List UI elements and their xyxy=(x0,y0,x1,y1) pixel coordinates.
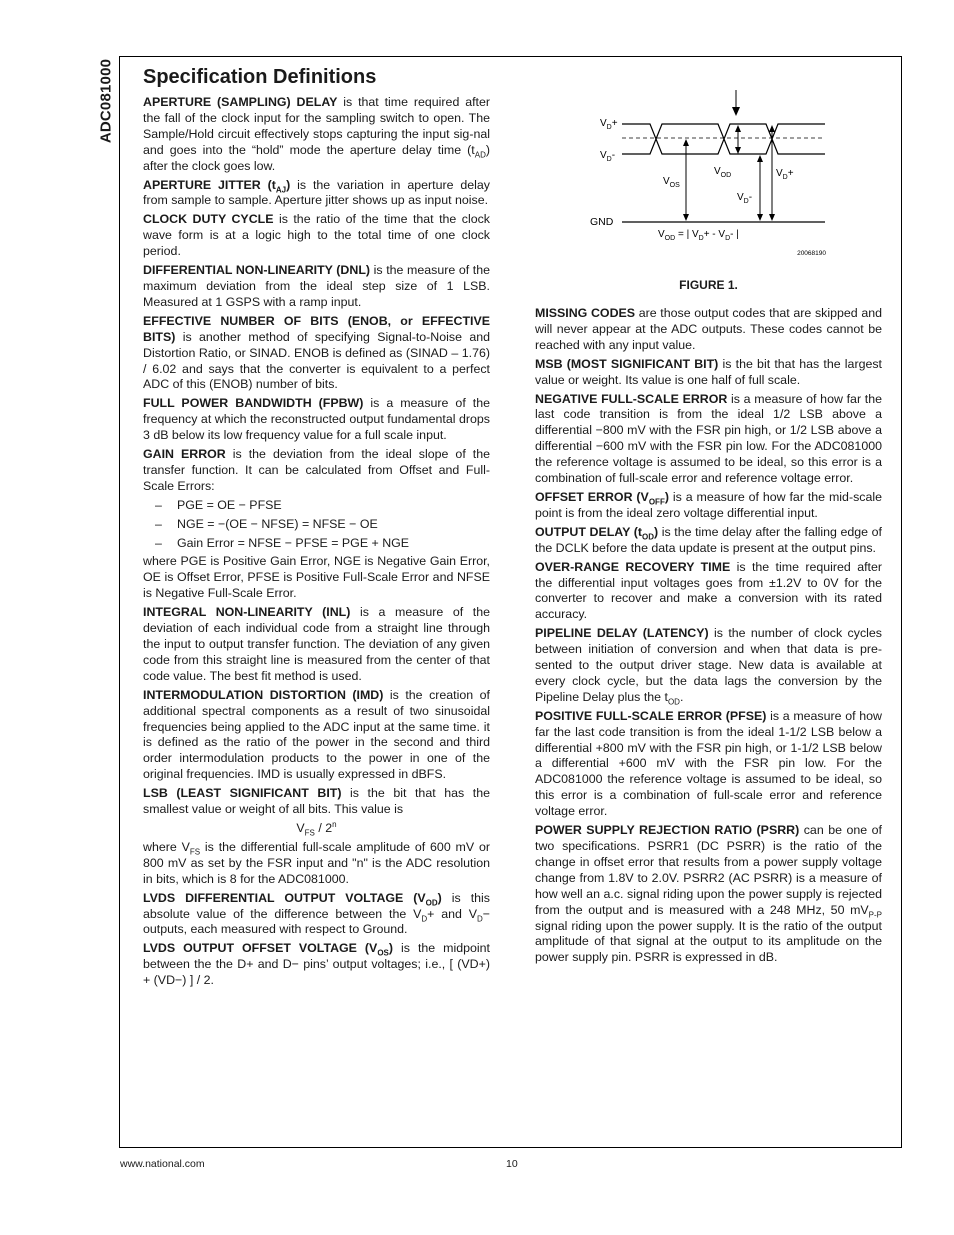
definition-dnl xyxy=(143,263,490,311)
term: NEGATIVE FULL-SCALE ERROR xyxy=(535,391,728,406)
definition-missing-codes xyxy=(535,306,882,354)
definition-pfse xyxy=(535,709,882,820)
gain-error-equations xyxy=(143,498,490,552)
definition-text: is the variation in aperture delay from sample to sample. Aperture jitter shows up as input noise. xyxy=(143,177,490,208)
arrow-head xyxy=(683,214,689,221)
definition-output-delay xyxy=(535,525,882,557)
subscript: OFF xyxy=(648,497,665,507)
term-text: OFFSET ERROR (V xyxy=(535,489,649,504)
lsb-explanation xyxy=(143,840,490,888)
subscript: D xyxy=(476,913,483,923)
definition-lsb xyxy=(143,786,490,818)
subscript: P-P xyxy=(868,910,882,920)
term: OVER-RANGE RECOVERY TIME xyxy=(535,559,731,574)
definition-text: is the midpoint between the the D+ and D− pins’ output voltages; i.e., [ (VD+) + (VD−) ] / 2. xyxy=(143,941,490,988)
figure-code: 20068190 xyxy=(797,250,826,257)
definition-text: is the creation of additional spectral components as a result of two sinusoidal frequencies being applied to the ADC input at the same time. it is defined as the ratio of the power in the second and third order intermodulation products to the power in one of the original frequencies. IMD is usually expressed in dBFS. xyxy=(143,687,490,782)
subscript: AJ xyxy=(275,185,287,194)
term: FULL POWER BANDWIDTH (FPBW) xyxy=(143,396,364,411)
definition-text: is the measure of the maximum deviation from the ideal step size of 1 LSB. Measured at 1 GSPS with a ramp input. xyxy=(143,263,490,309)
definition-text: is the ratio of the time that the clock wave form is at a logic high to the total time of one clock period. xyxy=(143,212,490,259)
list-item xyxy=(155,498,490,514)
label-vos: $V_{OS}$ xyxy=(663,176,680,189)
term-end: ) xyxy=(286,177,291,192)
definition-text: ) after the clock goes low. xyxy=(143,142,490,173)
definition-text: is another method of specifying Signal-to-Noise and Distortion Ratio, or SINAD. ENOB is defined as (SINAD – 1.76) / 6.02 and says that the converter is equivalent to a perfect ADC of this (ENOB) number of bits. xyxy=(143,329,490,392)
term: DIFFERENTIAL NON-LINEARITY (DNL) xyxy=(143,263,371,278)
right-column xyxy=(535,306,882,969)
term-text: OUTPUT DELAY (t xyxy=(535,524,643,539)
definition-gain-error xyxy=(143,447,490,495)
text: − outputs, each measured with respect to Ground. xyxy=(143,906,491,937)
term: PIPELINE DELAY (LATENCY) xyxy=(535,626,709,641)
subscript: FS xyxy=(189,847,201,857)
subscript: FS xyxy=(304,828,315,838)
term-end: ) xyxy=(437,890,442,905)
label-vod-formula: $V_{OD}$ = | $V_D+ - V_D-$ | xyxy=(658,229,739,242)
subscript: D xyxy=(421,913,428,923)
arrow-head xyxy=(735,147,741,154)
definition-aperture-jitter xyxy=(143,178,490,210)
definition-fpbw xyxy=(143,396,490,444)
term xyxy=(143,178,290,192)
arrow-head xyxy=(735,125,741,132)
arrow-head xyxy=(769,125,775,132)
superscript: n xyxy=(332,819,337,829)
term: GAIN ERROR xyxy=(143,447,226,462)
equation: PGE = OE − PFSE xyxy=(177,497,282,512)
figure-caption: FIGURE 1. xyxy=(679,278,738,292)
list-bullet: – xyxy=(155,516,162,531)
term: APERTURE (SAMPLING) DELAY xyxy=(143,95,338,109)
definition-text: is that time required after the fall of the clock input for the sampling switch to open. The Sample/Hold circuit effectively stops capturing the input sig-nal and goes into the “hold” mode the aperture delay time (t xyxy=(143,95,490,157)
term: MISSING CODES xyxy=(535,306,636,320)
arrow-head xyxy=(769,214,775,221)
equation: Gain Error = NFSE − PFSE = PGE + NGE xyxy=(177,535,410,550)
lsb-formula xyxy=(143,821,490,837)
definition-enob xyxy=(143,314,490,394)
term: POWER SUPPLY REJECTION RATIO (PSRR) xyxy=(535,823,800,838)
definition-pipeline-delay xyxy=(535,626,882,706)
definition-aperture-delay xyxy=(143,95,490,175)
term-end: ) xyxy=(664,489,669,504)
definition-text: signal riding upon the power supply. It is the ratio of the output amplitude of that signal at the output to its amplitude on the power supply pin. PSRR is expressed in dB. xyxy=(535,918,882,965)
definition-nfse xyxy=(535,392,882,487)
page-title: Specification Definitions xyxy=(143,66,377,88)
arrow-head xyxy=(683,139,689,146)
subscript: OD xyxy=(642,532,655,542)
term-end: ) xyxy=(654,524,659,539)
term: CLOCK DUTY CYCLE xyxy=(143,212,274,227)
definition-offset-error xyxy=(535,490,882,522)
term-text: APERTURE JITTER (t xyxy=(143,177,276,192)
term-end: ) xyxy=(388,941,394,956)
subscript: OD xyxy=(667,697,680,707)
definition-text: is a measure of how far the last code transition is from the ideal 1/2 LSB above a differential −800 mV with the FSR pin high, or 1/2 LSB above a differential −600 mV with the FSR pin low. For the ADC081000 the reference voltage is assumed to be ideal, so this error is a combination of full-scale error and reference voltage error. xyxy=(535,391,882,486)
side-part-number-text: ADC081000 xyxy=(97,58,115,144)
arrow-head xyxy=(732,107,740,116)
lvds-voltage-diagram xyxy=(590,88,840,263)
term-text: LVDS OUTPUT OFFSET VOLTAGE (V xyxy=(143,941,378,956)
definition-text: is a measure of the deviation of each individual code from a straight line through the input to output transfer function. The deviation of any given code from this straight line is measured from the center of that code value. The best fit method is used. xyxy=(143,605,490,683)
term: MSB (MOST SIGNIFICANT BIT) xyxy=(535,356,719,371)
text: is this absolute value of the difference between the V xyxy=(143,890,490,921)
formula-part: V xyxy=(296,820,305,835)
definition-imd xyxy=(143,688,490,783)
term xyxy=(535,489,669,507)
definition-text: can be one of two specifications. PSRR1 (DC PSRR) is the ratio of the change in offset error that results from a power supply voltage change from 1.8V to 2.0V. PSRR2 (AC PSRR) is a measure of how well an a.c. signal riding upon the power supply is rejected from the output and is measured with a 248 MHz, 50 mV xyxy=(535,823,882,917)
text: . xyxy=(679,689,684,704)
term: INTEGRAL NON-LINEARITY (INL) xyxy=(143,605,351,620)
side-part-number xyxy=(95,56,117,146)
page-number: 10 xyxy=(506,1158,518,1170)
subscript: OS xyxy=(377,948,389,958)
label-vd-plus-level: $V_D+$ xyxy=(776,168,794,181)
term-text: LVDS DIFFERENTIAL OUTPUT VOLTAGE (V xyxy=(143,890,426,905)
definition-text: is the deviation from the ideal slope of the transfer function. It can be calculated from Offset and Full-Scale Errors: xyxy=(143,447,491,493)
label-gnd: GND xyxy=(590,216,614,228)
term: LSB (LEAST SIGNIFICANT BIT) xyxy=(143,786,342,801)
definition-text: is the time required after the differential input voltages goes from ±1.2V to 0V for the converter to recover and make a conversion with its rated accuracy. xyxy=(535,559,882,622)
subscript: AD xyxy=(474,150,486,160)
formula-part: / 2 xyxy=(314,820,333,835)
list-bullet: – xyxy=(155,497,162,512)
definition-text: is the time delay after the falling edge of the DCLK before the data update is present at the output pins. xyxy=(535,524,882,555)
list-item xyxy=(155,536,490,552)
term: EFFECTIVE NUMBER OF BITS (ENOB, or EFFECTIVE BITS) xyxy=(143,313,490,344)
label-vod: $V_{OD}$ xyxy=(714,166,732,179)
arrow-head xyxy=(757,155,763,162)
definition-clock-duty-cycle xyxy=(143,212,490,260)
gain-error-explanation: where PGE is Positive Gain Error, NGE is Negative Gain Error, OE is Offset Error, PFSE is Positive Full-Scale Error and NFSE is Negative Full-Scale Error. xyxy=(143,554,490,601)
text: is the differential full-scale amplitude of 600 mV or 800 mV as set by the FSR input and "n" is the ADC resolution in bits, which is 8 for the ADC081000. xyxy=(143,839,490,886)
signal-vd-minus xyxy=(622,124,825,154)
definition-text: is a measure of the frequency at which the reconstructed output fundamental drops 3 dB below its low frequency value for a full scale input. xyxy=(143,396,490,443)
definition-inl xyxy=(143,605,490,685)
definition-psrr xyxy=(535,823,882,966)
definition-lvds-od xyxy=(143,891,490,939)
definition-over-range xyxy=(535,560,882,624)
text: + and V xyxy=(427,906,477,921)
arrow-head xyxy=(757,214,763,221)
label-vd-plus: $V_D+$ xyxy=(600,118,618,131)
label-vd-minus: $V_D-$ xyxy=(600,150,616,163)
list-bullet: – xyxy=(155,535,162,550)
definition-msb xyxy=(535,357,882,389)
definition-text: is the bit that has the smallest value or weight of all bits. This value is xyxy=(143,786,490,817)
term: INTERMODULATION DISTORTION (IMD) xyxy=(143,687,384,702)
term: POSITIVE FULL-SCALE ERROR (PFSE) xyxy=(535,708,767,723)
list-item xyxy=(155,517,490,533)
definition-text: is a measure of how far the mid-scale point is from the ideal zero voltage differential input. xyxy=(535,489,882,520)
left-column xyxy=(143,95,490,992)
definition-text: are those output codes that are skipped and will never appear at the ADC outputs. These codes cannot be reached with any input value. xyxy=(535,306,882,352)
text: where V xyxy=(143,839,190,854)
label-vd-minus-level: $V_D-$ xyxy=(737,192,753,205)
definition-text: is the number of clock cycles between initiation of conversion and when that data is pre-sented to the output driver stage. New data is available at every clock cycle, but the data lags the conversion by the Pipeline Delay plus the t xyxy=(535,626,882,704)
definition-lvds-os xyxy=(143,941,490,989)
definition-text: is a measure of how far the last code transition is from the ideal 1-1/2 LSB below a differential +800 mV with the FSR pin high, or 1-1/2 LSB below a differential +600 mV with the FSR pin low. For the ADC081000 the reference voltage is assumed to be ideal, so this error is a combination of full-scale error and reference voltage error. xyxy=(535,708,882,819)
equation: NGE = −(OE − NFSE) = NFSE − OE xyxy=(177,516,378,531)
definition-text: is the bit that has the largest value or weight. Its value is one half of full scale. xyxy=(535,356,882,387)
subscript: OD xyxy=(425,898,438,908)
term xyxy=(143,941,394,958)
footer-website[interactable]: www.national.com xyxy=(120,1158,205,1170)
term xyxy=(535,524,659,542)
